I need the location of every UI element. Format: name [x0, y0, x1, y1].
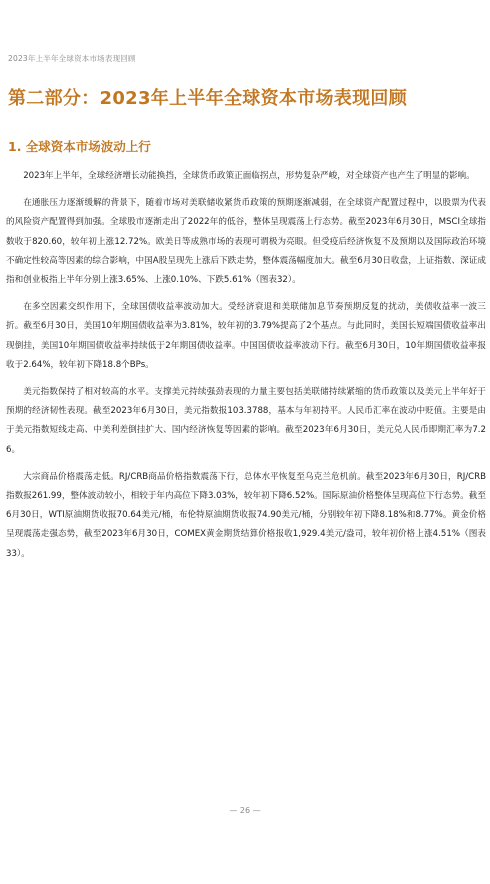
section-title: 第二部分：2023年上半年全球资本市场表现回顾	[8, 88, 407, 109]
paragraph: 在多空因素交织作用下，全球国债收益率波动加大。受经济衰退和美联储加息节奏预期反复的扰动，美债收益率一波三折。截至6月30日，美国10年期国债收益率为3.81%，较年初的3.79%提高了2个基点。与此同时，美国长短端国债收益率出现倒挂，美国10年期国债收益率持续低于2年期国债收益率。中国国债收益率波动下行。截至6月30日，10年期国债收益率报收于2.64%，较年初下降18.8个BPs。	[6, 302, 486, 370]
page-number: — 26 —	[229, 806, 261, 815]
subsection-title: 1. 全球资本市场波动上行	[8, 139, 151, 154]
paragraph: 在通胀压力逐渐缓解的背景下，随着市场对美联储收紧货币政策的预期逐渐减弱，在全球资产配置过程中，以股票为代表的风险资产配置得到加强。全球股市逐渐走出了2022年的低谷，整体呈现震荡上行态势。截至2023年6月30日，MSCI全球指数收于820.60，较年初上涨12.72%。欧美日等成熟市场的表现可谓极为亮眼。但受疫后经济恢复不及预期以及国际政治环境不确定性较高等因素的综合影响，中国A股呈现先上涨后下跌走势，整体震荡幅度加大。截至6月30日收盘，上证指数、深证成指和创业板指上半年分别上涨3.65%、上涨0.10%、下跌5.61%（图表32）。	[6, 198, 486, 286]
running-header: 2023年上半年全球资本市场表现回顾	[8, 54, 136, 63]
paragraph: 大宗商品价格震荡走低。RJ/CRB商品价格指数震荡下行，总体水平恢复至乌克兰危机前。截至2023年6月30日，RJ/CRB指数报261.99，整体波动较小，相较于年内高位下降3.03%，较年初下降6.52%。国际原油价格整体呈现高位下行态势。截至6月30日，WTI原油期货收报70.64美元/桶，布伦特原油期货收报74.90美元/桶，分别较年初下降8.18%和8.77%。黄金价格呈现震荡走强态势，截至2023年6月30日，COMEX黄金期货结算价格报收1,929.4美元/盎司，较年初价格上涨4.51%（图表33）。	[6, 471, 486, 559]
paragraph: 2023年上半年，全球经济增长动能换挡，全球货币政策正面临拐点，形势复杂严峻，对全球资产也产生了明显的影响。	[23, 171, 475, 181]
paragraph: 美元指数保持了相对较高的水平。支撑美元持续强劲表现的力量主要包括美联储持续紧缩的货币政策以及美元上半年好于预期的经济韧性表现。截至2023年6月30日，美元指数报103.3788，基本与年初持平。人民币汇率在波动中贬值。主要是由于美元指数短线走高、中美利差倒挂扩大、国内经济恢复等因素的影响。截至2023年6月30日，美元兑人民币即期汇率为7.26。	[6, 387, 486, 455]
body-text	[6, 167, 486, 572]
